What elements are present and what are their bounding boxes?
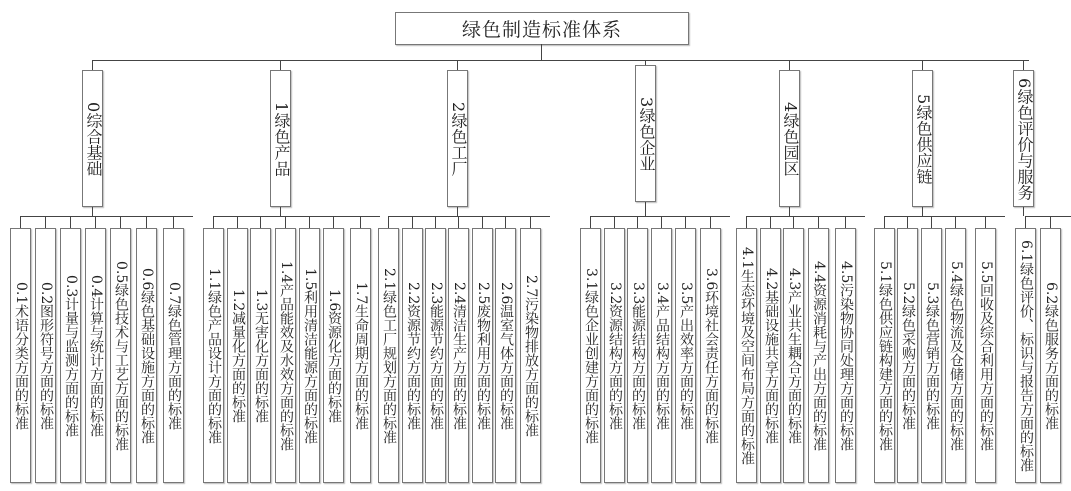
leaf-connector: [590, 216, 591, 228]
standard-leaf-node: 2.7污染物排放方面的标准: [520, 228, 541, 483]
category-down-connector: [1023, 207, 1024, 216]
leaf-connector: [931, 216, 932, 228]
leaf-connector: [907, 216, 908, 228]
category-node-6: 6绿色评价与服务: [1013, 70, 1034, 207]
standard-leaf-node: 0.5绿色技术与工艺方面的标准: [110, 228, 131, 483]
category-connector: [457, 60, 458, 70]
leaf-connector: [45, 216, 46, 228]
leaf-connector: [685, 216, 686, 228]
category-down-connector: [92, 207, 93, 216]
standard-leaf-node: 4.1生态环境及空间布局方面的标准: [736, 228, 757, 483]
category-connector: [280, 60, 281, 70]
root-node: 绿色制造标准体系: [395, 12, 689, 45]
leaf-connector: [818, 216, 819, 228]
main-bus-line: [92, 60, 1029, 61]
category-connector: [92, 60, 93, 70]
standard-leaf-node: 6.1绿色评价、标识与报告方面的标准: [1015, 228, 1036, 483]
sub-bus-line: [590, 216, 730, 217]
leaf-connector: [710, 216, 711, 228]
leaf-connector: [20, 216, 21, 228]
category-node-1: 1绿色产品: [270, 70, 291, 207]
category-node-4: 4绿色园区: [779, 70, 800, 207]
standard-leaf-node: 3.3能源结构方面的标准: [627, 228, 648, 483]
standard-leaf-node: 0.7绿色管理方面的标准: [163, 228, 184, 483]
leaf-connector: [746, 216, 747, 228]
category-connector: [922, 60, 923, 70]
leaf-connector: [146, 216, 147, 228]
leaf-connector: [360, 216, 361, 228]
standard-leaf-node: 1.6资源化方面的标准: [323, 228, 344, 483]
category-down-connector: [457, 207, 458, 216]
leaf-connector: [237, 216, 238, 228]
standard-leaf-node: 4.2基础设施共享方面的标准: [760, 228, 781, 483]
category-down-connector: [922, 207, 923, 216]
standard-leaf-node: 1.4产品能效及水效方面的标准: [275, 228, 296, 483]
category-down-connector: [789, 207, 790, 216]
category-node-5: 5绿色供应链: [912, 70, 933, 207]
leaf-connector: [388, 216, 389, 228]
leaf-connector: [120, 216, 121, 228]
category-node-3: 3绿色企业: [635, 65, 656, 202]
leaf-connector: [985, 216, 986, 228]
leaf-connector: [412, 216, 413, 228]
leaf-connector: [505, 216, 506, 228]
leaf-connector: [614, 216, 615, 228]
leaf-connector: [770, 216, 771, 228]
leaf-connector: [95, 216, 96, 228]
standard-leaf-node: 1.3无害化方面的标准: [250, 228, 271, 483]
leaf-connector: [70, 216, 71, 228]
standard-leaf-node: 0.1术语分类方面的标准: [10, 228, 31, 483]
standard-leaf-node: 3.1绿色企业创建方面的标准: [580, 228, 601, 483]
standard-leaf-node: 3.2资源结构方面的标准: [604, 228, 625, 483]
category-down-connector: [645, 202, 646, 216]
standard-leaf-node: 0.6绿色基础设施方面的标准: [136, 228, 157, 483]
leaf-connector: [530, 216, 531, 228]
standard-leaf-node: 2.5废物利用方面的标准: [472, 228, 493, 483]
standard-leaf-node: 4.5污染物协同处理方面的标准: [835, 228, 856, 483]
leaf-connector: [458, 216, 459, 228]
standard-leaf-node: 0.2图形符号方面的标准: [35, 228, 56, 483]
standard-leaf-node: 2.3能源节约方面的标准: [425, 228, 446, 483]
standard-leaf-node: 2.2资源节约方面的标准: [402, 228, 423, 483]
leaf-connector: [333, 216, 334, 228]
standard-leaf-node: 2.6温室气体方面的标准: [495, 228, 516, 483]
standard-leaf-node: 1.1绿色产品设计方面的标准: [203, 228, 224, 483]
standard-leaf-node: 5.2绿色采购方面的标准: [897, 228, 918, 483]
leaf-connector: [1025, 216, 1026, 228]
leaf-connector: [482, 216, 483, 228]
leaf-connector: [1050, 216, 1051, 228]
standard-leaf-node: 4.4资源消耗与产出方面的标准: [808, 228, 829, 483]
standard-leaf-node: 0.4计算与统计方面的标准: [85, 228, 106, 483]
standard-leaf-node: 2.1绿色工厂规划方面的标准: [378, 228, 399, 483]
standard-leaf-node: 0.3计量与监测方面的标准: [60, 228, 81, 483]
standard-leaf-node: 3.6环境社会责任方面的标准: [700, 228, 721, 483]
standard-leaf-node: 3.5产出效率方面的标准: [675, 228, 696, 483]
leaf-connector: [637, 216, 638, 228]
leaf-connector: [260, 216, 261, 228]
standard-leaf-node: 5.4绿色物流及仓储方面的标准: [945, 228, 966, 483]
standard-leaf-node: 2.4清洁生产方面的标准: [448, 228, 469, 483]
standard-leaf-node: 1.7生命周期方面的标准: [350, 228, 371, 483]
leaf-connector: [173, 216, 174, 228]
sub-bus-line: [213, 216, 380, 217]
category-node-0: 0综合基础: [82, 70, 103, 207]
standard-leaf-node: 1.2减量化方面的标准: [227, 228, 248, 483]
standard-leaf-node: 1.5利用清洁能源方面的标准: [299, 228, 320, 483]
leaf-connector: [884, 216, 885, 228]
category-connector: [789, 60, 790, 70]
leaf-connector: [435, 216, 436, 228]
standard-leaf-node: 5.1绿色供应链构建方面的标准: [874, 228, 895, 483]
leaf-connector: [309, 216, 310, 228]
sub-bus-line: [884, 216, 1005, 217]
standard-leaf-node: 4.3产业共生耦合方面的标准: [783, 228, 804, 483]
category-connector: [1023, 60, 1024, 70]
category-down-connector: [280, 207, 281, 216]
root-connector: [541, 44, 542, 60]
category-node-2: 2绿色工厂: [447, 70, 468, 207]
leaf-connector: [955, 216, 956, 228]
leaf-connector: [285, 216, 286, 228]
standard-leaf-node: 5.5回收及综合利用方面的标准: [975, 228, 996, 483]
standard-leaf-node: 6.2绿色服务方面的标准: [1040, 228, 1061, 483]
sub-bus-line: [746, 216, 865, 217]
leaf-connector: [845, 216, 846, 228]
leaf-connector: [213, 216, 214, 228]
standard-leaf-node: 3.4产品结构方面的标准: [651, 228, 672, 483]
standard-leaf-node: 5.3绿色营销方面的标准: [921, 228, 942, 483]
leaf-connector: [661, 216, 662, 228]
sub-bus-line: [1025, 216, 1071, 217]
leaf-connector: [793, 216, 794, 228]
